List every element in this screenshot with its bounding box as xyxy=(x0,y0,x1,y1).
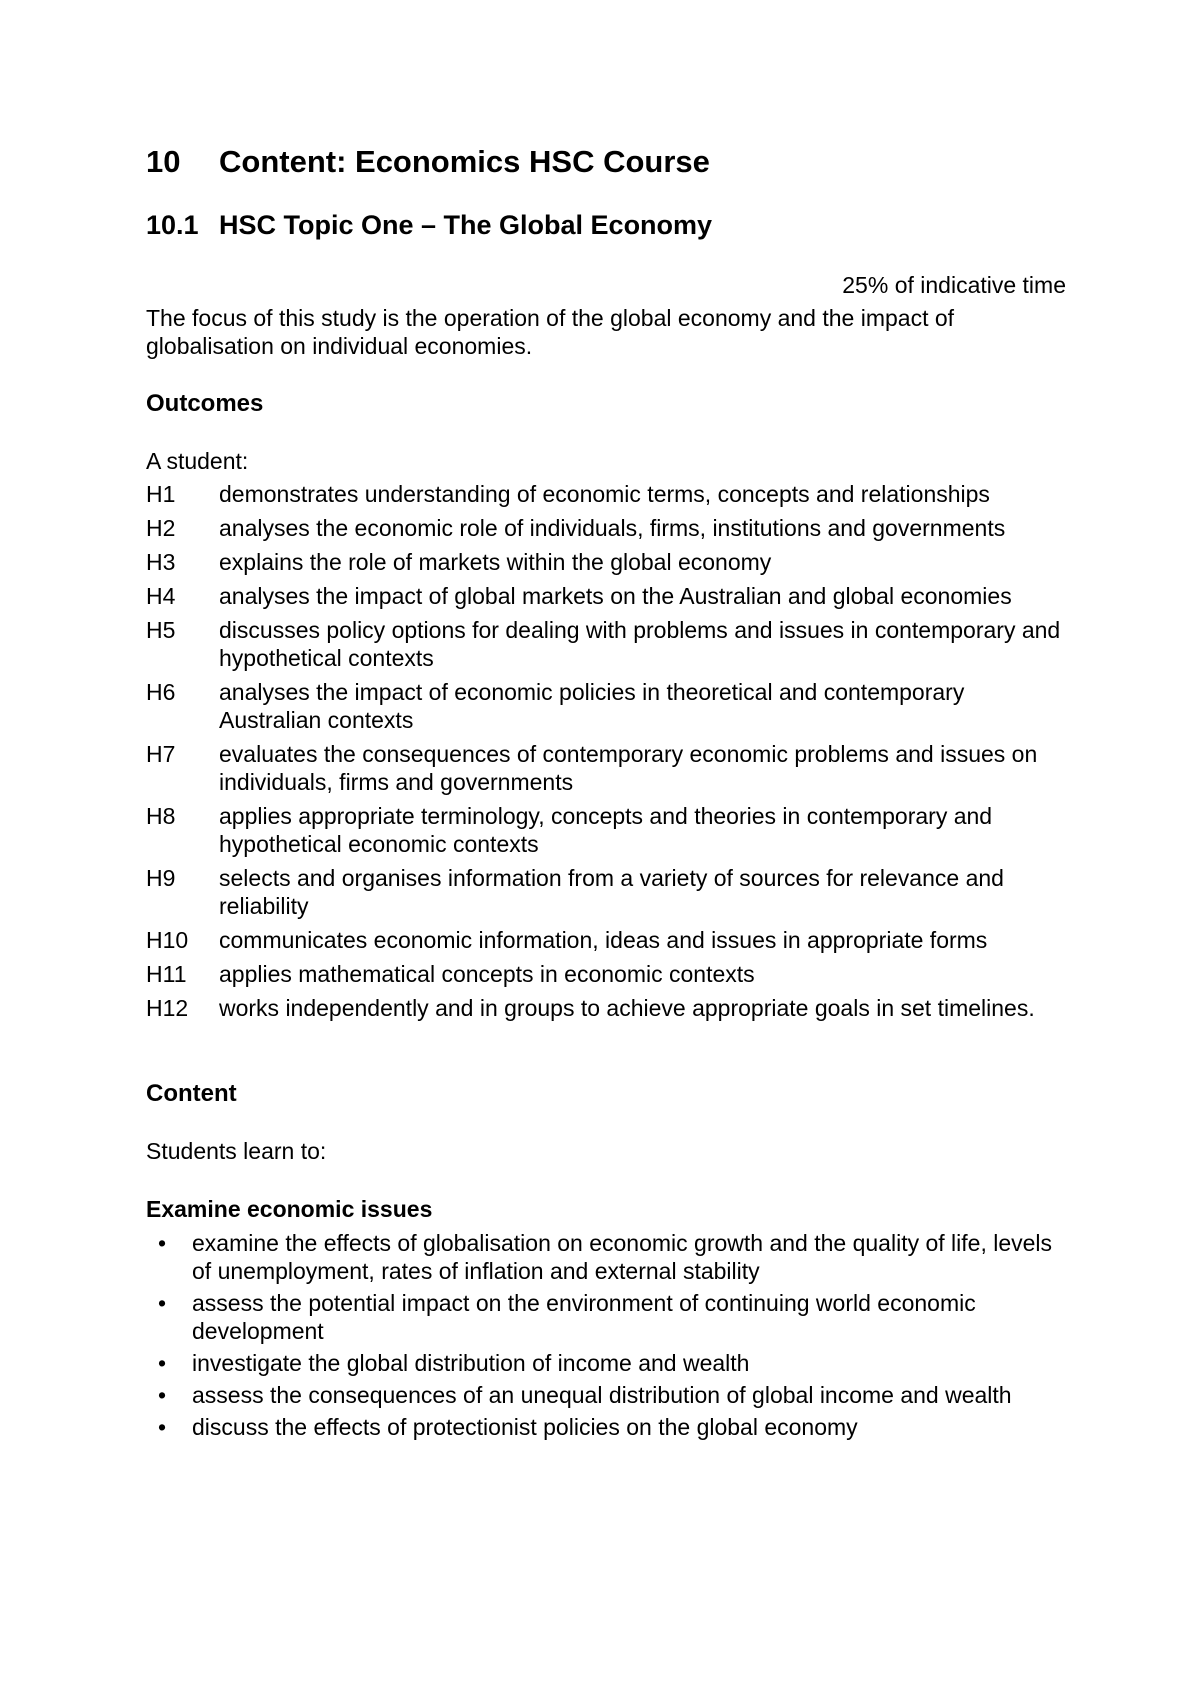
outcome-item xyxy=(146,740,1066,796)
outcome-code: H6 xyxy=(146,679,176,705)
outcome-item xyxy=(146,582,1066,610)
outcomes-list xyxy=(146,480,1066,1028)
content-bullet-item xyxy=(146,1381,1066,1409)
outcome-item xyxy=(146,994,1066,1022)
outcome-text: evaluates the consequences of contemporary economic problems and issues on individuals, firms and governments xyxy=(219,741,1038,795)
outcome-item xyxy=(146,548,1066,576)
outcome-code: H12 xyxy=(146,995,189,1021)
outcome-text: analyses the economic role of individuals, firms, institutions and governments xyxy=(219,515,1006,541)
outcome-item xyxy=(146,514,1066,542)
bullet-text: assess the potential impact on the environment of continuing world economic development xyxy=(192,1290,976,1344)
outcome-code: H10 xyxy=(146,927,189,953)
bullet-icon: • xyxy=(158,1382,167,1408)
outcome-text: discusses policy options for dealing with problems and issues in contemporary and hypothetical contexts xyxy=(219,617,1061,671)
outcome-item xyxy=(146,960,1066,988)
outcome-code: H3 xyxy=(146,549,176,575)
outcomes-intro: A student: xyxy=(146,448,249,474)
outcome-code: H11 xyxy=(146,961,187,987)
content-bullet-item xyxy=(146,1349,1066,1377)
outcome-text: analyses the impact of economic policies in theoretical and contemporary Australian contexts xyxy=(219,679,965,733)
outcome-code: H2 xyxy=(146,515,176,541)
focus-paragraph: The focus of this study is the operation of the global economy and the impact of globalisation on individual economies. xyxy=(146,305,955,359)
outcomes-heading: Outcomes xyxy=(146,390,264,417)
topic-number: 10.1 xyxy=(146,210,199,240)
bullet-icon: • xyxy=(158,1230,167,1256)
bullet-icon: • xyxy=(158,1414,167,1440)
outcome-item xyxy=(146,864,1066,920)
topic-heading xyxy=(146,210,712,241)
bullet-text: assess the consequences of an unequal distribution of global income and wealth xyxy=(192,1382,1012,1408)
bullet-text: investigate the global distribution of income and wealth xyxy=(192,1350,750,1376)
content-bullet-item xyxy=(146,1289,1066,1345)
outcome-item xyxy=(146,802,1066,858)
content-bullet-list xyxy=(146,1229,1066,1445)
content-subheading: Examine economic issues xyxy=(146,1196,433,1222)
bullet-text: discuss the effects of protectionist policies on the global economy xyxy=(192,1414,858,1440)
outcome-item xyxy=(146,926,1066,954)
outcome-text: explains the role of markets within the global economy xyxy=(219,549,772,575)
outcome-text: selects and organises information from a variety of sources for relevance and reliability xyxy=(219,865,1004,919)
section-title: Content: Economics HSC Course xyxy=(219,144,710,179)
outcome-code: H7 xyxy=(146,741,176,767)
outcome-text: applies appropriate terminology, concepts and theories in contemporary and hypothetical economic contexts xyxy=(219,803,993,857)
outcome-text: demonstrates understanding of economic terms, concepts and relationships xyxy=(219,481,990,507)
bullet-text: examine the effects of globalisation on economic growth and the quality of life, levels of unemployment, rates of inflation and external stability xyxy=(192,1230,1053,1284)
content-bullet-item xyxy=(146,1229,1066,1285)
outcome-code: H4 xyxy=(146,583,176,609)
section-number: 10 xyxy=(146,144,181,179)
topic-title: HSC Topic One – The Global Economy xyxy=(219,210,713,240)
section-heading xyxy=(146,144,710,180)
outcome-item xyxy=(146,678,1066,734)
outcome-text: applies mathematical concepts in economic contexts xyxy=(219,961,755,987)
bullet-icon: • xyxy=(158,1350,167,1376)
outcome-item xyxy=(146,480,1066,508)
outcome-code: H1 xyxy=(146,481,176,507)
outcome-code: H8 xyxy=(146,803,176,829)
content-heading: Content xyxy=(146,1080,237,1107)
outcome-text: works independently and in groups to achieve appropriate goals in set timelines. xyxy=(219,995,1035,1021)
content-intro: Students learn to: xyxy=(146,1138,327,1164)
content-bullet-item xyxy=(146,1413,1066,1441)
outcome-text: analyses the impact of global markets on the Australian and global economies xyxy=(219,583,1012,609)
bullet-icon: • xyxy=(158,1290,167,1316)
outcome-code: H9 xyxy=(146,865,176,891)
outcome-code: H5 xyxy=(146,617,176,643)
outcome-text: communicates economic information, ideas and issues in appropriate forms xyxy=(219,927,988,953)
indicative-time: 25% of indicative time xyxy=(842,272,1066,298)
outcome-item xyxy=(146,616,1066,672)
